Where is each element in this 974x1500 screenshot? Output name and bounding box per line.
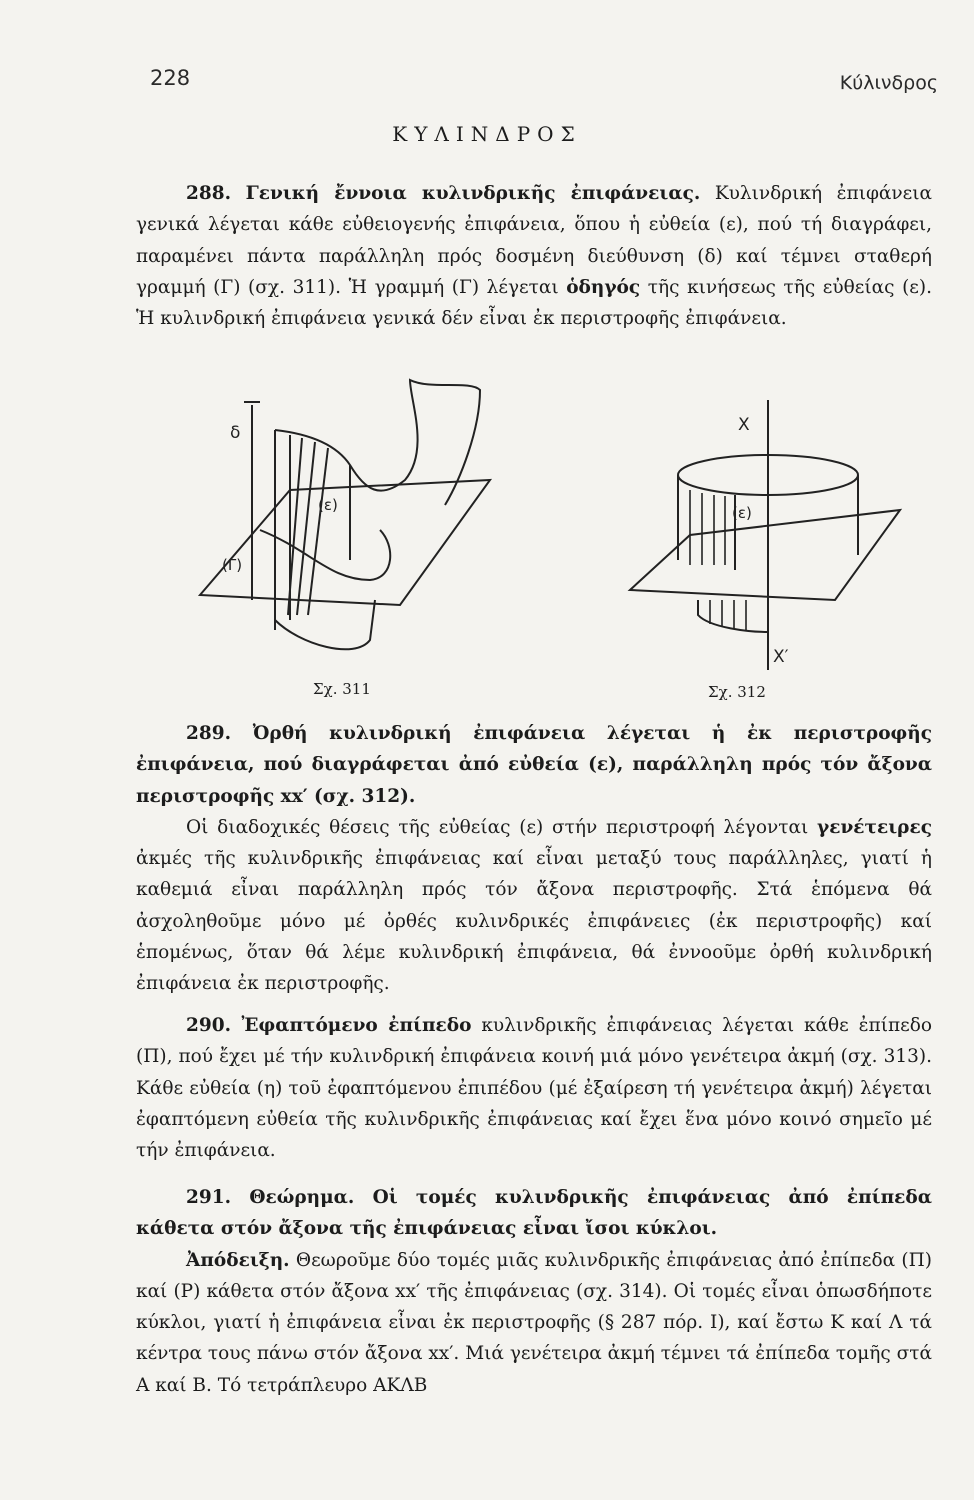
section-291 (136, 1182, 932, 1401)
section-290-number: 290. (186, 1015, 232, 1036)
section-288 (136, 178, 932, 334)
term-odigos: ὁδηγός (566, 276, 641, 298)
fig312-label-x-prime: X′ (773, 647, 789, 667)
proof-label: Ἀπόδειξη. (186, 1249, 290, 1271)
page-number: 228 (150, 66, 191, 90)
fig311-guide-curve (260, 530, 390, 580)
section-289-text-end: ἀκμές τῆς κυλινδρικῆς ἐπιφάνειας καί εἶναι μεταξύ τους παράλληλες, γιατί ἡ καθεμιά εἶναι παράλληλη πρός τόν ἄξονα περιστροφῆς. Στά ἑπόμενα θά ἀσχοληθοῦμε μόνο μέ ὀρθές κυλινδρικές ἐπιφάνειες (ἐκ περιστροφῆς) καί ἑπομένως, ὅταν θά λέμε κυλινδρική ἐπιφάνεια, θά ἐννοοῦμε ὀρθή κυλινδρική ἐπιφάνεια ἐκ περιστροφῆς. (136, 848, 932, 995)
section-291-proof (136, 1245, 932, 1401)
section-290-text: κυλινδρικῆς ἐπιφάνειας λέγεται κάθε ἐπίπεδο (Π), πού ἔχει μέ τήν κυλινδρική ἐπιφάνεια κοινή μιά μόνο γενέτειρα ἀκμή (σχ. 313). Κάθε εὐθεία (η) τοῦ ἐφαπτόμενου ἐπιπέδου (μέ ἐξαίρεση τή γενέτειρα ἀκμή) λέγεται ἐφαπτόμενη εὐθεία τῆς κυλινδρικῆς ἐπιφάνειας καί ἔχει ἕνα μόνο κοινό σημεῖο μέ τήν ἐπιφάνεια. (136, 1015, 932, 1162)
chapter-title: ΚΥΛΙΝΔΡΟΣ (392, 122, 582, 146)
figure-311 (180, 370, 500, 670)
section-290 (136, 1010, 932, 1166)
fig312-label-x: X (738, 415, 750, 435)
section-289-definition (136, 718, 932, 812)
section-288-heading: Γενική ἔννοια κυλινδρικῆς ἐπιφάνειας. (245, 183, 701, 204)
fig312-label-epsilon: (ε) (732, 504, 752, 522)
fig312-plane (630, 510, 900, 600)
section-291-heading: Θεώρημα. Οἱ τομές κυλινδρικῆς ἐπιφάνειας ἀπό ἐπίπεδα κάθετα στόν ἄξονα τῆς ἐπιφάνειας εἶναι ἴσοι κύκλοι. (136, 1187, 932, 1240)
section-289-paragraph-2 (136, 812, 932, 1000)
figure-312 (610, 400, 910, 680)
figure-312-caption: Σχ. 312 (708, 683, 766, 701)
running-title: Κύλινδρος (839, 72, 938, 94)
section-291-number: 291. (186, 1187, 232, 1208)
section-288-number: 288. (186, 183, 232, 204)
section-288-text-end: τῆς κινήσεως τῆς εὐθείας (ε). Ἡ κυλινδρική ἐπιφάνεια γενικά δέν εἶναι ἐκ περιστροφῆς ἐπιφάνεια. (136, 276, 932, 330)
section-288-paragraph (136, 178, 932, 334)
section-289-number: 289. (186, 723, 232, 744)
section-289 (136, 718, 932, 1000)
term-genetires: γενέτειρες (816, 816, 932, 838)
proof-text: Θεωροῦμε δύο τομές μιᾶς κυλινδρικῆς ἐπιφάνειας ἀπό ἐπίπεδα (Π) καί (Ρ) κάθετα στόν ἄξονα xx′ τῆς ἐπιφάνειας (σχ. 314). Οἱ τομές εἶναι ὁπωσδήποτε κύκλοι, γιατί ἡ ἐπιφάνεια εἶναι ἐκ περιστροφῆς (§ 287 πόρ. Ι), καί ἔστω Κ καί Λ τά κέντρα τους πάνω στόν ἄξονα xx′. Μιά γενέτειρα ἀκμή τέμνει τά ἐπίπεδα τομῆς στά Α καί Β. Τό τετράπλευρο ΑΚΛΒ (136, 1249, 932, 1396)
section-289-text: Οἱ διαδοχικές θέσεις τῆς εὐθείας (ε) στήν περιστροφή λέγονται (186, 816, 817, 838)
fig311-plane (200, 480, 490, 605)
section-288-text: Κυλινδρική ἐπιφάνεια γενικά λέγεται κάθε εὐθειογενής ἐπιφάνεια, ὅπου ἡ εὐθεία (ε), πού τή διαγράφει, παραμένει πάντα παράλληλη πρός δοσμένη διεύθυνση (δ) καί τέμνει σταθερή γραμμή (Γ) (σχ. 311). Ἡ γραμμή (Γ) λέγεται (136, 183, 932, 298)
fig311-label-gamma: (Γ) (222, 556, 243, 574)
fig311-label-epsilon: (ε) (318, 496, 338, 514)
figure-311-caption: Σχ. 311 (313, 680, 371, 698)
section-289-definition-text: Ὀρθή κυλινδρική ἐπιφάνεια λέγεται ἡ ἐκ περιστροφῆς ἐπιφάνεια, πού διαγράφεται ἀπό εὐθεία (ε), παράλληλη πρός τόν ἄξονα περιστροφῆς xx′ (σχ. 312). (136, 723, 932, 807)
section-291-theorem (136, 1182, 932, 1245)
section-290-heading: Ἐφαπτόμενο ἐπίπεδο (231, 1015, 472, 1036)
section-290-paragraph (136, 1010, 932, 1166)
fig311-label-delta: δ (230, 423, 241, 443)
